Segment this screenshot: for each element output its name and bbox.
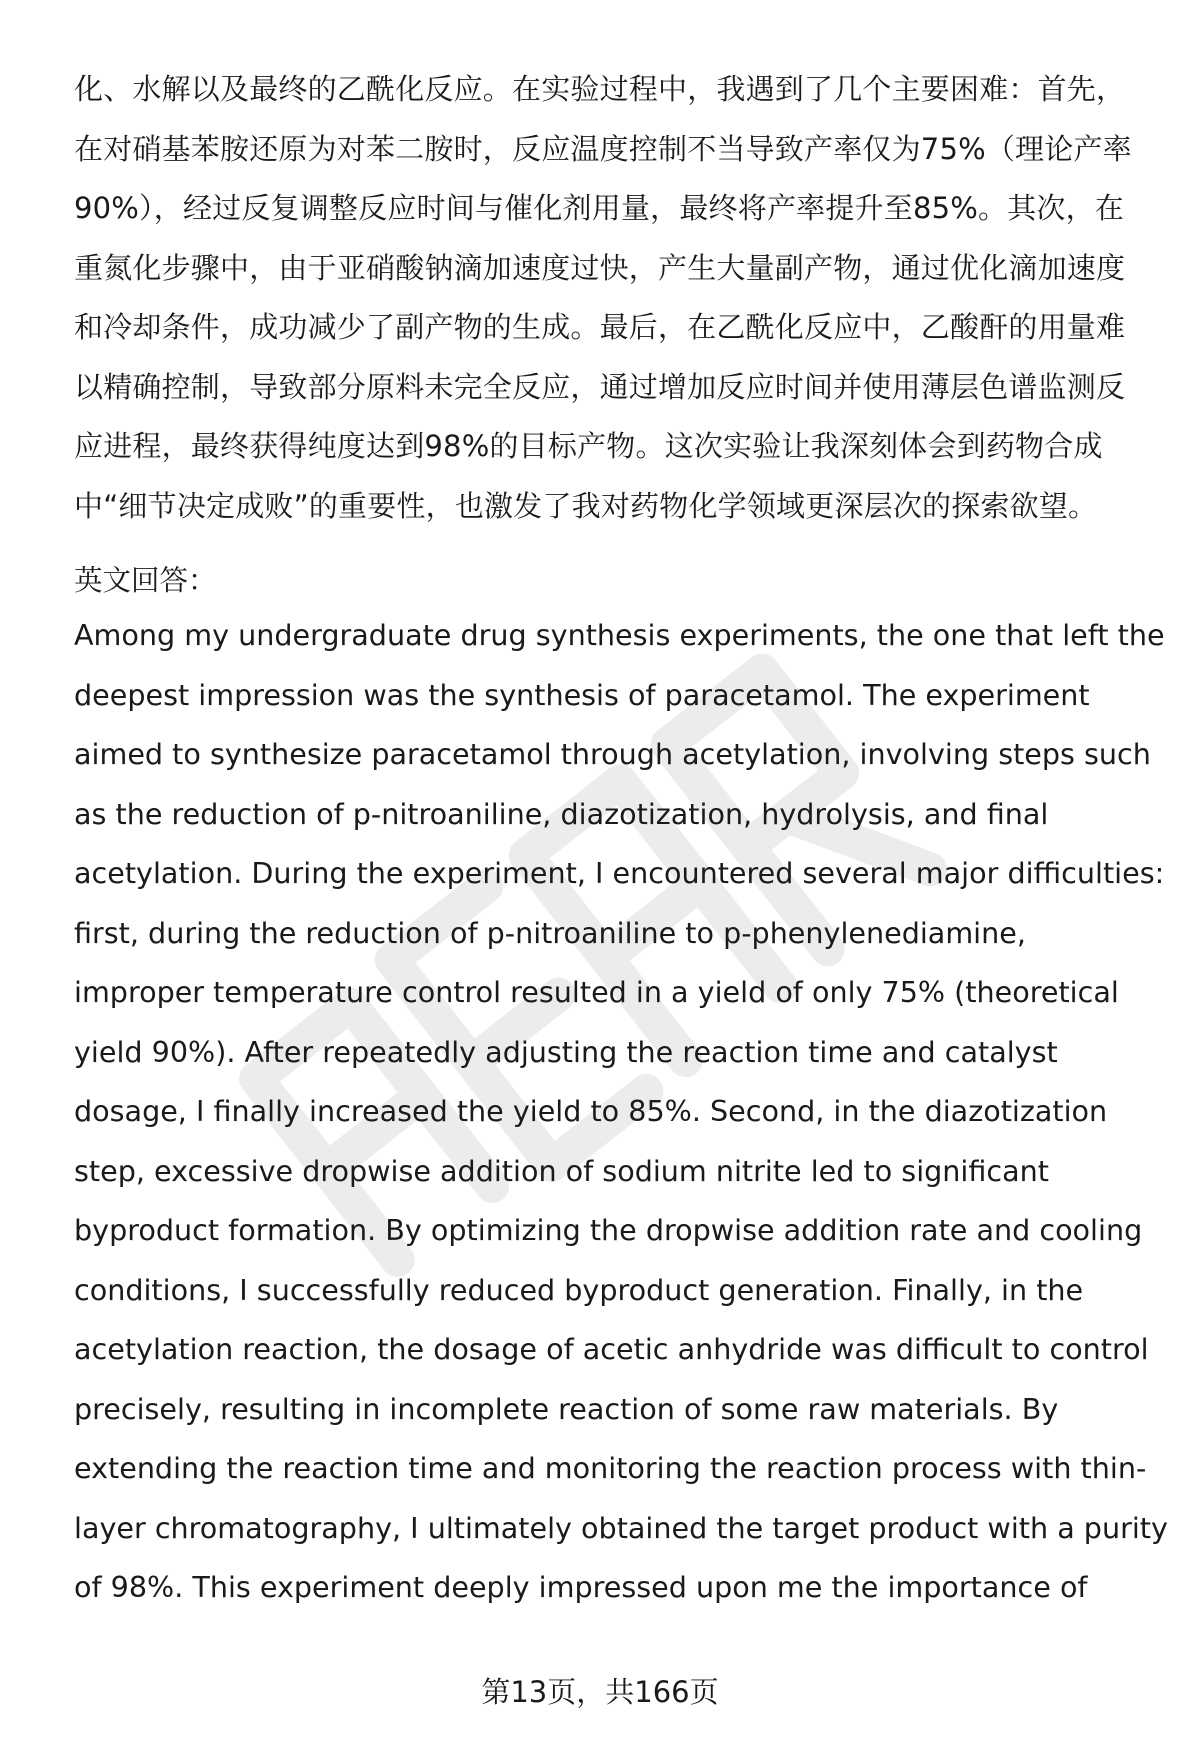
chinese-answer-line: 重氮化步骤中，由于亚硝酸钠滴加速度过快，产生大量副产物，通过优化滴加速度 bbox=[74, 250, 1126, 285]
english-answer-line: deepest impression was the synthesis of paracetamol. The experiment bbox=[74, 677, 1090, 712]
chinese-answer-line: 中“细节决定成败”的重要性，也激发了我对药物化学领域更深层次的探索欲望。 bbox=[74, 488, 1098, 523]
chinese-answer-line: 以精确控制，导致部分原料未完全反应，通过增加反应时间并使用薄层色谱监测反 bbox=[74, 369, 1126, 404]
english-answer-line: step, excessive dropwise addition of sodium nitrite led to significant bbox=[74, 1153, 1049, 1188]
page-number-footer: 第13页，共166页 bbox=[481, 1675, 719, 1709]
english-answer-line: layer chromatography, I ultimately obtained the target product with a purity bbox=[74, 1510, 1168, 1545]
chinese-answer-section bbox=[74, 60, 1154, 536]
english-answer-line: of 98%. This experiment deeply impressed upon me the importance of bbox=[74, 1570, 1088, 1604]
english-answer-line: improper temperature control resulted in a yield of only 75% (theoretical bbox=[74, 975, 1119, 1009]
english-answer-line: Among my undergraduate drug synthesis experiments, the one that left the bbox=[74, 618, 1165, 652]
english-answer-line: acetylation. During the experiment, I encountered several major difficulties: bbox=[74, 856, 1165, 890]
chinese-answer-line: 90%），经过反复调整反应时间与催化剂用量，最终将产率提升至85%。其次，在 bbox=[74, 191, 1125, 225]
english-answer-line: first, during the reduction of p-nitroaniline to p-phenylenediamine, bbox=[74, 915, 1026, 950]
english-answer-line: extending the reaction time and monitoring the reaction process with thin- bbox=[74, 1451, 1147, 1485]
english-answer-section bbox=[74, 606, 1168, 1618]
english-answer-line: precisely, resulting in incomplete reaction of some raw materials. By bbox=[74, 1391, 1059, 1426]
english-answer-line: dosage, I finally increased the yield to 85%. Second, in the diazotization bbox=[74, 1094, 1108, 1128]
english-answer-line: conditions, I successfully reduced byproduct generation. Finally, in the bbox=[74, 1272, 1084, 1307]
chinese-answer-line: 在对硝基苯胺还原为对苯二胺时，反应温度控制不当导致产率仅为75%（理论产率 bbox=[74, 131, 1132, 166]
page-content bbox=[74, 60, 1168, 1618]
english-answer-line: aimed to synthesize paracetamol through acetylation, involving steps such bbox=[74, 737, 1151, 771]
english-answer-line: as the reduction of p-nitroaniline, diazotization, hydrolysis, and final bbox=[74, 796, 1049, 831]
english-answer-line: acetylation reaction, the dosage of acetic anhydride was difficult to control bbox=[74, 1332, 1149, 1366]
english-answer-heading: 英文回答： bbox=[74, 564, 217, 597]
chinese-answer-line: 和冷却条件，成功减少了副产物的生成。最后，在乙酰化反应中，乙酸酐的用量难 bbox=[74, 310, 1126, 344]
chinese-answer-line: 化、水解以及最终的乙酰化反应。在实验过程中，我遇到了几个主要困难：首先， bbox=[74, 72, 1126, 106]
english-answer-line: byproduct formation. By optimizing the dropwise addition rate and cooling bbox=[74, 1213, 1143, 1247]
chinese-answer-line: 应进程，最终获得纯度达到98%的目标产物。这次实验让我深刻体会到药物合成 bbox=[74, 429, 1103, 463]
english-answer-line: yield 90%). After repeatedly adjusting the reaction time and catalyst bbox=[74, 1034, 1058, 1069]
